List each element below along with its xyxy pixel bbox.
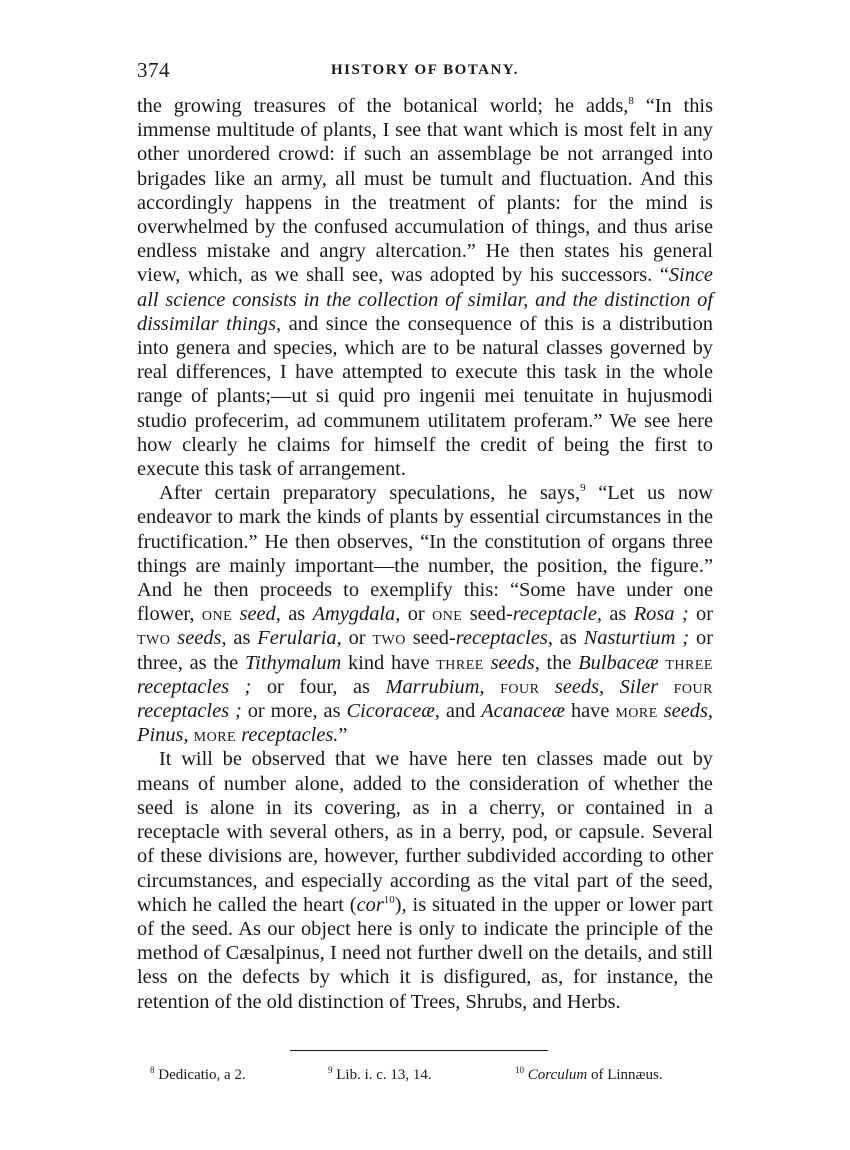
body-text bbox=[137, 94, 713, 1014]
paragraph-2 bbox=[137, 481, 713, 747]
text-run: the growing treasures of the botanical world; he adds, bbox=[137, 95, 629, 117]
text-run: Since all science consists in the collection of similar, and the distinction of dissimilar things, bbox=[137, 264, 713, 335]
text-run bbox=[485, 676, 500, 698]
footnote-ref[interactable]: 9 bbox=[580, 482, 586, 495]
text-run: or three, as the bbox=[137, 627, 713, 674]
text-run: two bbox=[137, 627, 171, 650]
text-run: Cicoraceæ, bbox=[346, 700, 440, 723]
paragraph-1 bbox=[137, 94, 713, 481]
footnote-divider bbox=[290, 1050, 548, 1051]
text-run: “Let us now endeavor to mark the kinds of plants by essential circumstances in the fructification.” He then observes, “In the constitution of organs three things are mainly important—the number, the position, the figure.” And he then proceeds to exemplify this: “Some have under one flower, bbox=[137, 482, 713, 626]
text-run bbox=[484, 652, 491, 674]
text-run: and since the consequence of this is a distribution into genera and species, which are to be natural classes governed by real differences, I have attempted to execute this task in the whole range of plants;—ut si quid pro ingenii mei tenuitate in hujusmodi studio profecerim, ad communem utilitatem proferam.” We see here how clearly he claims for himself the credit of being the first to execute this task of arrangement. bbox=[137, 312, 713, 481]
text-run: seed- bbox=[462, 603, 513, 626]
text-run: or four, as bbox=[251, 675, 386, 698]
text-run: seed, bbox=[239, 603, 281, 626]
text-run bbox=[539, 676, 554, 698]
text-run: Rosa ; bbox=[633, 603, 689, 626]
page-number: 374 bbox=[137, 58, 170, 82]
text-run: Ferularia, bbox=[257, 627, 342, 650]
text-run: receptacle, bbox=[512, 603, 602, 626]
text-run: Nasturtium ; bbox=[583, 627, 690, 650]
text-run: It will be observed that we have here ten classes made out by means of number alone, added to the consideration of whether the seed is alone in its covering, as in a cherry, or contained in a receptacle with several others, as in a berry, pod, or capsule. Several of these divisions are, however, further subdivided according to other circumstances, and especially according as the vital part of the seed, which he called the heart ( bbox=[137, 748, 713, 916]
text-run: have bbox=[565, 700, 616, 723]
book-page bbox=[137, 58, 713, 1014]
text-run: Acanaceæ bbox=[481, 700, 566, 723]
footnote-mark: 10 bbox=[515, 1065, 524, 1075]
footnote-8 bbox=[150, 1067, 246, 1084]
text-run: seeds, Siler bbox=[554, 675, 659, 698]
text-run: as bbox=[602, 603, 634, 626]
text-run bbox=[658, 676, 673, 698]
text-run: or bbox=[688, 603, 714, 626]
page-header bbox=[137, 58, 713, 94]
text-run: seeds, bbox=[177, 627, 227, 650]
footnote-text: Dedicatio, a 2. bbox=[158, 1067, 246, 1083]
text-run: four bbox=[500, 675, 540, 698]
footnote-mark: 9 bbox=[328, 1065, 333, 1075]
text-run: or bbox=[341, 627, 373, 650]
footnote-ref[interactable]: 8 bbox=[628, 95, 634, 108]
text-run: receptacles ; bbox=[137, 675, 252, 698]
text-run: kind have bbox=[341, 651, 437, 674]
text-run: receptacles. bbox=[241, 724, 339, 747]
text-run: as bbox=[226, 627, 258, 650]
text-run: or bbox=[400, 603, 433, 626]
text-run: more bbox=[615, 700, 658, 723]
text-run: as bbox=[280, 603, 313, 626]
text-run: “In this immense multitude of plants, I see that want which is most felt in any other unordered crowd: if such an assemblage be not arranged into brigades like an army, all must be tumult and fluctuation. And this accordingly happens in the treatment of plants: for the mind is overwhelmed by the confused accumulation of things, and thus arise endless mistake and angry altercation.” He then states his general view, which, as we shall see, was adopted by his successors. “ bbox=[137, 95, 714, 287]
text-run: Marrubium, bbox=[385, 675, 485, 698]
text-run: three bbox=[665, 651, 713, 674]
text-run: one bbox=[201, 603, 233, 626]
text-run: seed- bbox=[405, 627, 456, 650]
footnote-ref[interactable]: 10 bbox=[383, 893, 395, 906]
footnote-9 bbox=[328, 1067, 432, 1084]
text-run: four bbox=[673, 675, 713, 698]
text-run: two bbox=[372, 627, 406, 650]
text-run: seeds, Pinus, bbox=[137, 700, 714, 747]
text-run: or more, as bbox=[241, 700, 347, 723]
text-run: one bbox=[432, 603, 463, 626]
text-run bbox=[232, 603, 239, 625]
footnote-italic: Corculum bbox=[527, 1067, 588, 1083]
footnote-10 bbox=[515, 1067, 663, 1084]
text-run: ), is situated in the upper or lower part of the seed. As our object here is only to indicate the principle of the method of Cæsalpinus, I need not further dwell on the details, and still less on the defects by which it is disfigured, as, for instance, the retention of the old distinction of Trees, Shrubs, and Herbs. bbox=[137, 893, 713, 1013]
text-run: cor bbox=[356, 893, 384, 916]
footnote-text: of Linnæus. bbox=[587, 1067, 663, 1083]
text-run: as bbox=[552, 627, 584, 650]
text-run: receptacles, bbox=[455, 627, 553, 650]
text-run: After certain preparatory speculations, he says, bbox=[159, 482, 581, 505]
text-run: the bbox=[539, 651, 579, 674]
text-run: seeds, bbox=[490, 651, 540, 674]
text-run: ” bbox=[338, 724, 348, 747]
text-run: and bbox=[439, 700, 482, 723]
text-run: receptacles ; bbox=[137, 700, 242, 723]
running-head: HISTORY OF BOTANY. bbox=[330, 62, 520, 78]
paragraph-3 bbox=[137, 747, 713, 1013]
text-run: Bulbaceæ bbox=[578, 651, 659, 674]
text-run: more bbox=[193, 724, 237, 747]
text-run: Tithymalum bbox=[244, 651, 342, 674]
footnote-text: Lib. i. c. 13, 14. bbox=[336, 1067, 432, 1083]
text-run: three bbox=[436, 651, 484, 674]
text-run: Amygdala, bbox=[312, 603, 401, 626]
footnote-mark: 8 bbox=[150, 1065, 155, 1075]
